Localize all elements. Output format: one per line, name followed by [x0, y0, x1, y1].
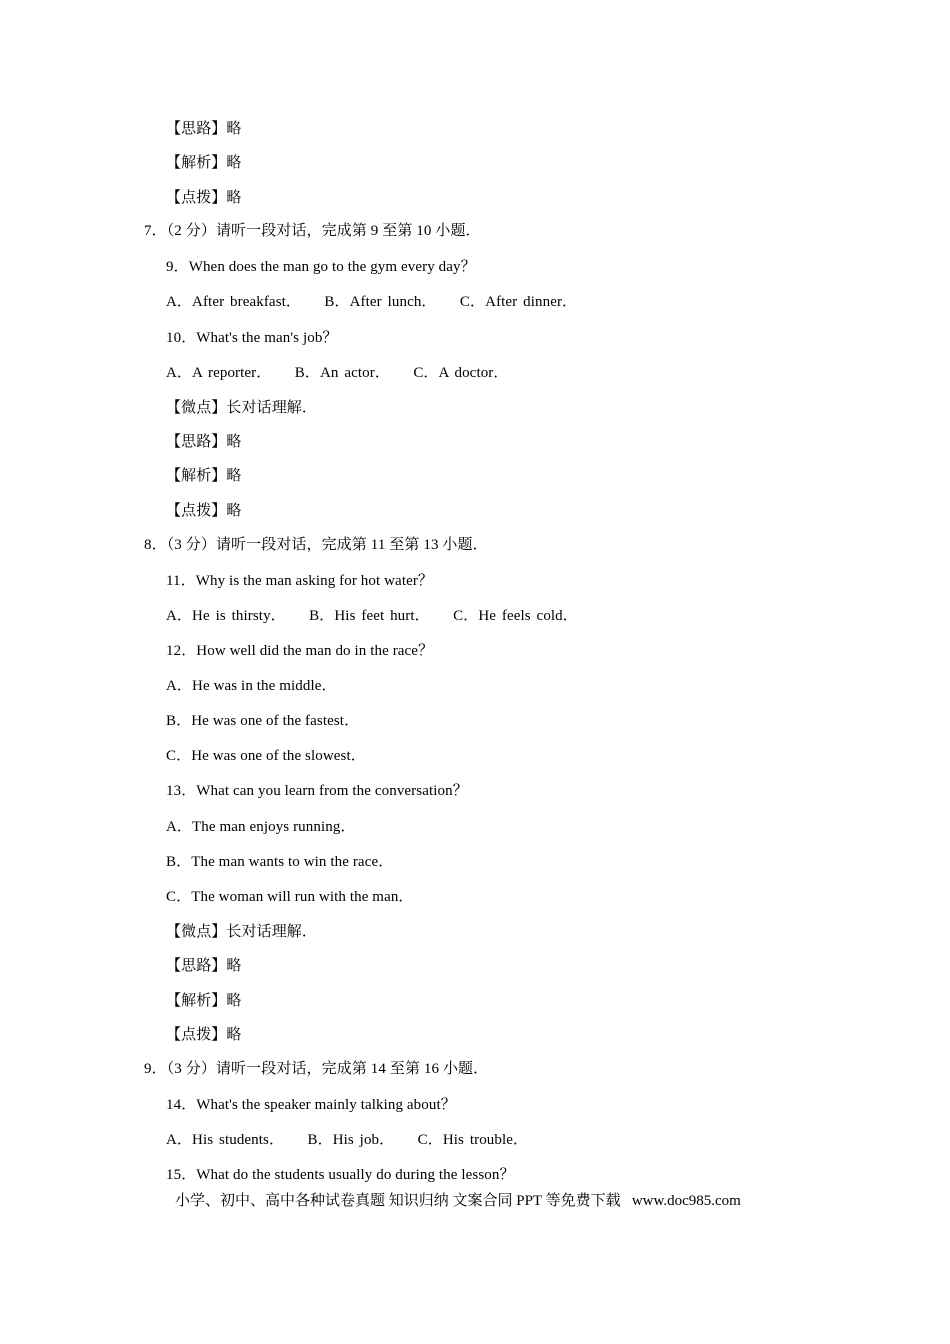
text-line: 【解析】略: [166, 155, 242, 171]
answer-option: B．He was one of the fastest．: [166, 713, 360, 729]
answer-option: A．The man enjoys running．: [166, 819, 356, 835]
answer-options: A．His students． B．His job． C．His trouble．: [166, 1132, 529, 1148]
question-heading: 9．（3 分）请听一段对话，完成第 14 至第 16 小题．: [144, 1061, 489, 1077]
answer-options: A．After breakfast． B．After lunch． C．After dinner．: [166, 294, 578, 310]
sub-question: 14．What's the speaker mainly talking about？: [166, 1097, 456, 1113]
text-line: 【微点】长对话理解．: [166, 924, 318, 940]
sub-question: 15．What do the students usually do during the lesson？: [166, 1167, 515, 1183]
text-line: 【点拨】略: [166, 1027, 242, 1043]
question-heading: 7．（2 分）请听一段对话，完成第 9 至第 10 小题．: [144, 223, 481, 239]
text-line: 【微点】长对话理解．: [166, 400, 318, 416]
page-footer: 小学、初中、高中各种试卷真题 知识归纳 文案合同 PPT 等免费下载 www.doc985.com: [175, 1193, 741, 1209]
sub-question: 10．What's the man's job？: [166, 330, 338, 346]
text-line: 【解析】略: [166, 468, 242, 484]
text-line: 【点拨】略: [166, 503, 242, 519]
text-line: 【点拨】略: [166, 190, 242, 206]
sub-question: 13．What can you learn from the conversation？: [166, 783, 468, 799]
text-line: 【思路】略: [166, 434, 242, 450]
answer-options: A．He is thirsty． B．His feet hurt． C．He feels cold．: [166, 608, 578, 624]
sub-question: 12．How well did the man do in the race？: [166, 643, 434, 659]
question-heading: 8．（3 分）请听一段对话，完成第 11 至第 13 小题．: [144, 537, 488, 553]
answer-option: A．He was in the middle．: [166, 678, 337, 694]
text-line: 【思路】略: [166, 958, 242, 974]
answer-options: A．A reporter． B．An actor． C．A doctor．: [166, 365, 509, 381]
answer-option: C．The woman will run with the man．: [166, 889, 414, 905]
answer-option: B．The man wants to win the race．: [166, 854, 394, 870]
sub-question: 11．Why is the man asking for hot water？: [166, 573, 434, 589]
text-line: 【解析】略: [166, 993, 242, 1009]
text-line: 【思路】略: [166, 121, 242, 137]
answer-option: C．He was one of the slowest．: [166, 748, 366, 764]
sub-question: 9．When does the man go to the gym every day？: [166, 259, 476, 275]
